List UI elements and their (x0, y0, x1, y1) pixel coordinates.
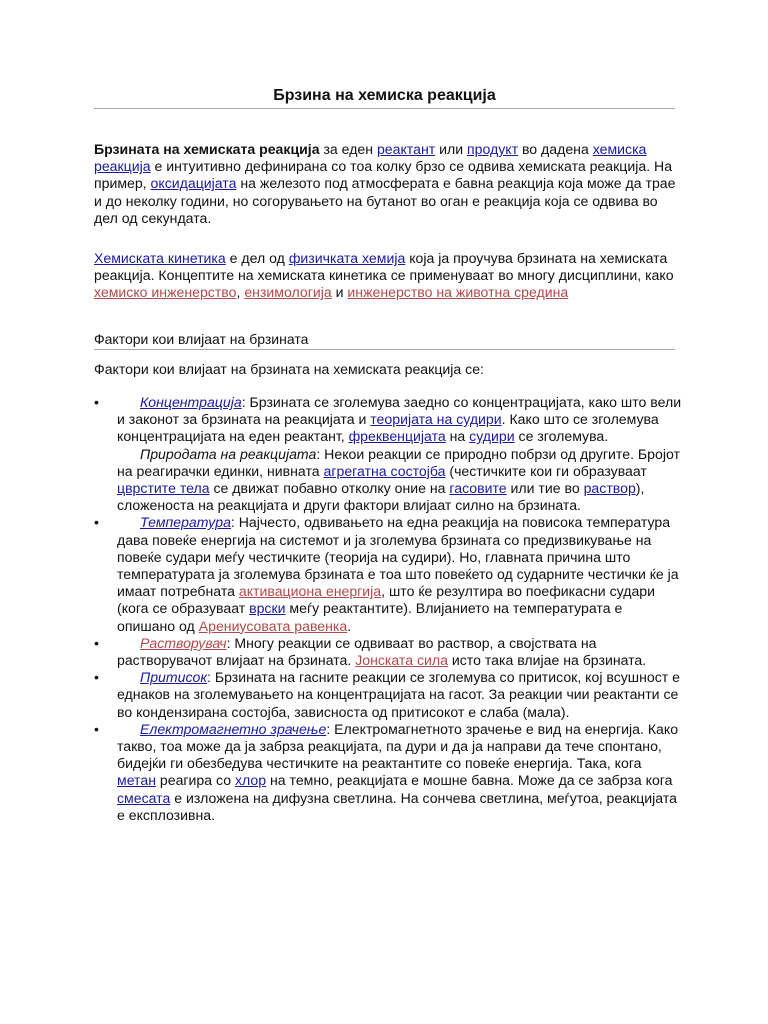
text-run: . Како што се зголемува концентрацијата на еден реактант, (117, 411, 659, 445)
link[interactable]: теоријата на судири (370, 411, 502, 428)
intro-paragraph-2 (94, 250, 679, 302)
text-run: е дел од (225, 250, 289, 266)
link[interactable]: инженерство на животна средина (347, 284, 569, 301)
link[interactable]: хемиска реакција (94, 141, 647, 175)
link[interactable]: раствор (583, 480, 636, 497)
link[interactable]: Растворувач (140, 634, 227, 651)
text-run: која ја проучува брзината на хемиската реакција. Концептите на хемиската кинетика се применуваат во многу дисциплини, како (94, 250, 674, 284)
text-run: е интуитивно дефинирана со тоа колку брзо се одвива хемиската реакција. На пример, (94, 158, 673, 192)
text-run: или (435, 141, 467, 157)
text-run: : Најчесто, одвивањето на една реакција на повисока температура дава повеќе енергија на системот и ја зголемува брзината со предизвикување на повеќе судари меѓу честичките (теорија на судири). Но, главната причина што температурата ја зголемува брзината е тоа што повеќето од сударните честички ќе ја имаат потребната (117, 514, 679, 600)
link[interactable]: хемиско инженерство (94, 284, 237, 301)
link[interactable]: врски (249, 600, 286, 617)
link[interactable]: продукт (467, 141, 519, 157)
link[interactable]: агрегатна состојба (323, 462, 446, 479)
bullet-icon: • (94, 720, 99, 737)
link[interactable]: Притисок (140, 669, 208, 686)
text-run: , (236, 284, 245, 301)
link[interactable]: судири (469, 428, 515, 445)
bold-term: Брзината на хемиската реакција (94, 141, 320, 157)
link[interactable]: Концентрација (140, 394, 242, 410)
text-run: . (347, 617, 352, 634)
link[interactable]: оксидацијата (150, 175, 237, 192)
text-run: е изложена на дифузна светлина. На сончева светлина, меѓутоа, реакцијата е експлозивна. (117, 789, 677, 823)
text-run: се зголемува. (514, 428, 609, 445)
text-run: : Многу реакции се одвиваат во раствор, а својствата на растворувачот влијаат на брзината. (117, 634, 597, 669)
italic-term: Природата на реакцијата (140, 445, 317, 462)
text-run: во дадена (518, 141, 593, 157)
bullet-icon: • (94, 514, 99, 531)
text-run: и (331, 284, 348, 301)
link[interactable]: ензимологија (244, 284, 332, 301)
link[interactable]: физичката хемија (288, 250, 406, 266)
text-run: за еден (319, 141, 377, 157)
factor-item (94, 635, 684, 669)
link[interactable]: хлор (234, 772, 267, 789)
intro-paragraph-1 (94, 141, 679, 227)
bullet-icon: • (94, 669, 99, 686)
text-run: ), сложеноста на реакцијата и други фактори влијаат силно на брзината. (117, 480, 645, 514)
text-run: : Брзината се зголемува заедно со концентрацијата, како што вели и законот за брзината на реакцијата и (117, 394, 682, 428)
text-run: или тие во (506, 480, 584, 497)
link[interactable]: Арениусовата равенка (198, 617, 348, 634)
title-divider (94, 108, 675, 109)
section-heading: Фактори кои влијаат на брзината (94, 331, 309, 347)
page-title: Брзина на хемиска реакција (273, 87, 496, 104)
text-run: : Брзината на гасните реакции се зголемува со притисок, кој всушност е еднаков на зголемувањето на концентрацијата на гасот. За реакции чии реактанти се во кондензирана состојба, зависноста од притисокот е слаба (мала). (117, 669, 680, 720)
link[interactable]: смесата (117, 789, 171, 806)
link[interactable]: фреквенцијата (348, 428, 446, 445)
section-divider (94, 349, 675, 350)
link[interactable]: цврстите тела (117, 480, 210, 497)
text-run: : Електромагнетното зрачење е вид на енергија. Како такво, тоа може да ја забрза реакцијата, па дури и да ја направи да тече спонтано, бидејќи ги обезбедува честичките на реактантите со повеќе енергија. Така, кога (117, 720, 679, 772)
text-run: на (445, 428, 470, 445)
link[interactable]: Температура (140, 514, 231, 531)
factor-item (94, 669, 684, 721)
link[interactable]: Хемиската кинетика (94, 250, 226, 266)
text-run: исто така влијае на брзината. (447, 652, 647, 669)
factor-item (94, 721, 684, 824)
text-run: : Некои реакции се природно побрзи од другите. Бројот на реагирачки единки, нивната (117, 445, 680, 479)
text-run: на темно, реакцијата е мошне бавна. Може да се забрза кога (266, 772, 673, 789)
link[interactable]: Јонската сила (355, 652, 448, 669)
factor-item (94, 514, 684, 634)
bullet-icon: • (94, 394, 99, 410)
link[interactable]: Електромагнетно зрачење (140, 720, 327, 737)
link[interactable]: гасовите (449, 480, 507, 497)
text-run: се движат побавно отколку оние на (209, 480, 450, 497)
factor-item (94, 394, 684, 446)
link[interactable]: реактант (376, 141, 436, 157)
text-run: (честичките кои ги образуваат (445, 462, 647, 479)
text-run: меѓу реактантите). Влијанието на температурата е опишано од (117, 600, 623, 634)
bullet-icon: • (94, 634, 99, 651)
text-run: на железото под атмосферата е бавна реакција која може да трае и до неколку години, но согорувањето на бутанот во оган е реакција која се одвива во дел од секундата. (94, 175, 676, 226)
text-run: реагира со (155, 772, 235, 789)
factors-list (94, 394, 684, 824)
factor-item (94, 446, 684, 515)
link[interactable]: метан (117, 772, 156, 789)
section-lead: Фактори кои влијаат на брзината на хемиската реакција се: (94, 361, 484, 377)
text-run: , што ќе резултира во поефикасни судари (кога се образуваат (117, 583, 655, 617)
link[interactable]: активациона енергија (238, 583, 382, 600)
